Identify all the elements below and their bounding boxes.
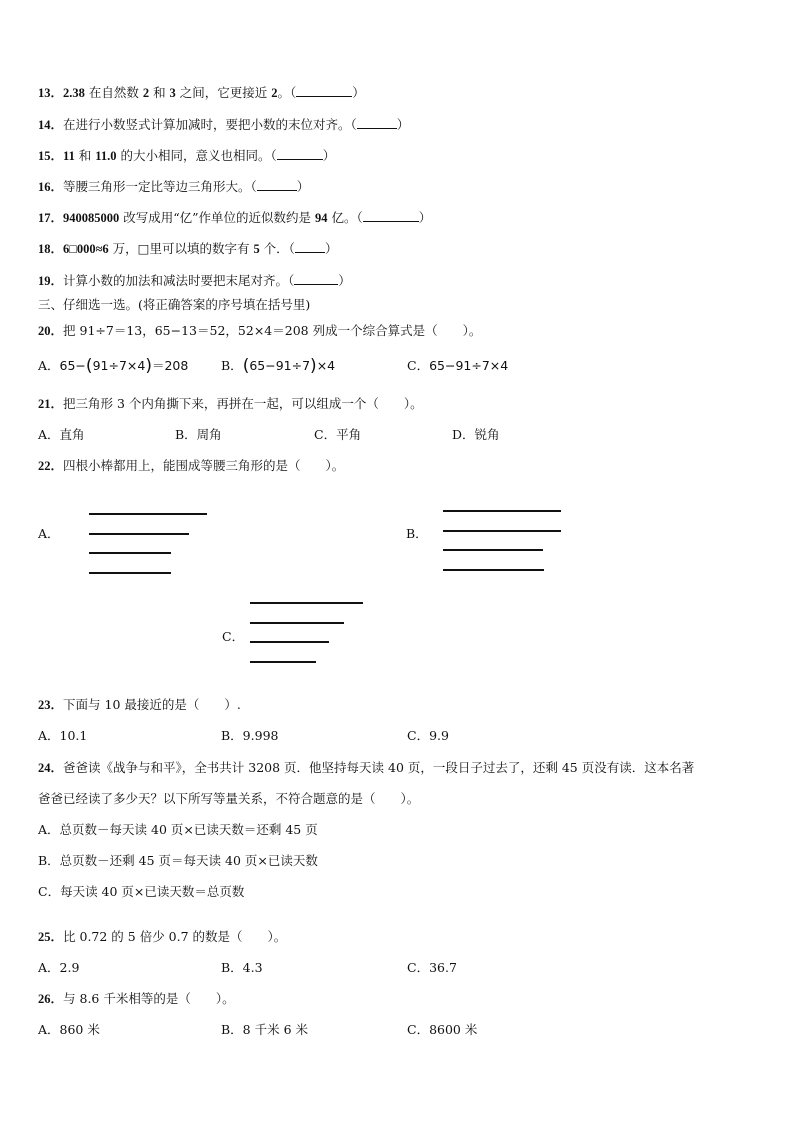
answer-blank[interactable] <box>363 209 419 222</box>
question-26: 26．与 8.6 千米相等的是（ ）。 <box>38 991 235 1006</box>
option-a[interactable]: A．10.1 <box>38 728 88 743</box>
stick <box>250 622 344 624</box>
stick <box>250 661 316 663</box>
option-b[interactable]: B．(65−91÷7)×4 <box>221 356 336 376</box>
option-a[interactable]: A．2.9 <box>38 960 80 975</box>
option-a[interactable]: A．总页数－每天读 40 页×已读天数＝还剩 45 页 <box>38 822 318 837</box>
question-13: 13．2.38 在自然数 2 和 3 之间，它更接近 2。（ ） <box>38 85 365 100</box>
stick <box>443 510 561 512</box>
section-heading: 三、仔细选一选。(将正确答案的序号填在括号里) <box>38 297 311 312</box>
option-c[interactable]: C．36.7 <box>407 960 457 975</box>
stick <box>89 552 171 554</box>
question-23: 23．下面与 10 最接近的是（ ）. <box>38 697 241 712</box>
stick <box>443 530 561 532</box>
stick <box>250 602 363 604</box>
question-21: 21．把三角形 3 个内角撕下来，再拼在一起，可以组成一个（ ）。 <box>38 396 423 411</box>
stick <box>443 549 543 551</box>
stick <box>89 513 207 515</box>
option-b[interactable]: B． <box>406 526 428 541</box>
option-d[interactable]: D．锐角 <box>452 427 500 442</box>
option-c[interactable]: C．9.9 <box>407 728 449 743</box>
option-b[interactable]: B．9.998 <box>221 728 279 743</box>
option-c[interactable]: C． <box>222 629 245 644</box>
open-paren: ( <box>242 356 250 376</box>
stick <box>443 569 544 571</box>
question-15: 15．11 和 11.0 的大小相同，意义也相同。（ ） <box>38 148 336 163</box>
option-c[interactable]: C．平角 <box>314 427 362 442</box>
answer-blank[interactable] <box>296 84 352 97</box>
stick <box>89 572 171 574</box>
stick <box>89 533 189 535</box>
answer-blank[interactable] <box>357 116 397 129</box>
option-b[interactable]: B．总页数－还剩 45 页＝每天读 40 页×已读天数 <box>38 853 318 868</box>
option-c[interactable]: C．每天读 40 页×已读天数＝总页数 <box>38 884 245 899</box>
question-24-line2: 爸爸已经读了多少天？以下所写等量关系，不符合题意的是（ ）。 <box>38 791 420 806</box>
option-a[interactable]: A．860 米 <box>38 1022 100 1037</box>
question-25: 25．比 0.72 的 5 倍少 0.7 的数是（ ）。 <box>38 929 287 944</box>
question-24: 24．爸爸读《战争与和平》，全书共计 3208 页．他坚持每天读 40 页，一段日子过去了，还剩 45 页没有读．这本名著 <box>38 760 695 775</box>
option-c[interactable]: C．8600 米 <box>407 1022 478 1037</box>
close-paren: ) <box>310 356 317 376</box>
question-18: 18．6□000≈6 万，□里可以填的数字有 5 个．（ ） <box>38 241 338 256</box>
question-19: 19．计算小数的加法和减法时要把末尾对齐。（ ） <box>38 273 351 288</box>
option-a[interactable]: A． <box>38 526 60 541</box>
question-16: 16．等腰三角形一定比等边三角形大。（ ） <box>38 179 310 194</box>
question-14: 14．在进行小数竖式计算加减时，要把小数的末位对齐。（ ） <box>38 117 410 132</box>
answer-blank[interactable] <box>295 240 325 253</box>
answer-blank[interactable] <box>277 147 323 160</box>
option-a[interactable]: A．65−(91÷7×4)＝208 <box>38 356 189 376</box>
answer-blank[interactable] <box>294 272 338 285</box>
close-paren: ) <box>145 356 152 376</box>
question-17: 17．940085000 改写成用“亿”作单位的近似数约是 94 亿。（ ） <box>38 210 432 225</box>
option-b[interactable]: B．4.3 <box>221 960 263 975</box>
option-b[interactable]: B．周角 <box>175 427 222 442</box>
question-22: 22．四根小棒都用上，能围成等腰三角形的是（ ）。 <box>38 458 345 473</box>
open-paren: ( <box>85 356 93 376</box>
answer-blank[interactable] <box>257 178 297 191</box>
stick <box>250 641 329 643</box>
option-c[interactable]: C．65−91÷7×4 <box>407 358 509 373</box>
option-b[interactable]: B．8 千米 6 米 <box>221 1022 309 1037</box>
option-a[interactable]: A．直角 <box>38 427 85 442</box>
question-20: 20．把 91÷7＝13，65−13＝52，52×4＝208 列成一个综合算式是（ ）。 <box>38 323 482 338</box>
